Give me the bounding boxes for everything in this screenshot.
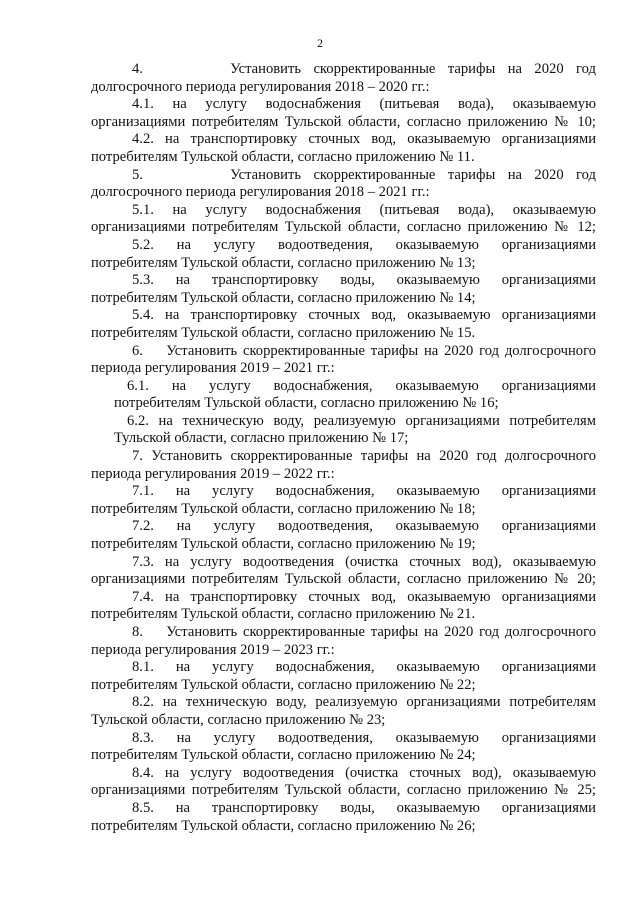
text-line: 7.1. на услугу водоснабжения, оказываемую организациями (132, 483, 596, 500)
text-line: периода регулирования 2019 – 2022 гг.: (91, 465, 335, 482)
text-line: организациями потребителям Тульской области, согласно приложению № 10; (91, 113, 596, 130)
page-number: 2 (317, 36, 323, 50)
text-line: потребителям Тульской области, согласно приложению № 15. (91, 324, 476, 341)
text-line: потребителям Тульской области, согласно приложению № 19; (91, 536, 476, 553)
text-line: потребителям Тульской области, согласно приложению № 18; (91, 500, 476, 517)
text-line: 4.2. на транспортировку сточных вод, оказываемую организациями (132, 131, 596, 148)
text-line: периода регулирования 2019 – 2023 гг.: (91, 641, 335, 658)
document-body (91, 61, 596, 835)
text-line: потребителям Тульской области, согласно приложению № 13; (91, 254, 476, 271)
text-line: 5.1. на услугу водоснабжения (питьевая вода), оказываемую (132, 201, 596, 218)
text-line: потребителям Тульской области, согласно приложению № 16; (114, 395, 499, 412)
text-line: потребителям Тульской области, согласно приложению № 14; (91, 289, 476, 306)
text-line: 8.1. на услугу водоснабжения, оказываемую организациями (132, 659, 596, 676)
text-lines (91, 61, 596, 835)
text-line: 7. Установить скорректированные тарифы на 2020 год долгосрочного (132, 448, 596, 465)
text-line: Тульской области, согласно приложению № 23; (91, 711, 386, 728)
text-line: потребителям Тульской области, согласно приложению № 11. (91, 148, 475, 165)
text-line: 8.4. на услугу водоотведения (очистка сточных вод), оказываемую (132, 764, 596, 781)
text-line: 6.2. на техническую воду, реализуемую организациями потребителям (127, 412, 596, 429)
text-line: 7.3. на услугу водоотведения (очистка сточных вод), оказываемую (132, 553, 596, 570)
text-line: периода регулирования 2019 – 2021 гг.: (91, 360, 335, 377)
text-line: 5.3. на транспортировку воды, оказываемую организациями (132, 272, 596, 289)
text-line: Тульской области, согласно приложению № 17; (114, 430, 409, 447)
text-line: 5.4. на транспортировку сточных вод, оказываемую организациями (132, 307, 596, 324)
text-line: организациями потребителям Тульской области, согласно приложению № 12; (91, 219, 596, 236)
text-line: долгосрочного периода регулирования 2018 – 2020 гг.: (91, 78, 430, 95)
text-line: потребителям Тульской области, согласно приложению № 26; (91, 817, 476, 834)
text-line: 4. Установить скорректированные тарифы на 2020 год (132, 61, 596, 77)
text-line: потребителям Тульской области, согласно приложению № 24; (91, 747, 476, 764)
text-line: долгосрочного периода регулирования 2018 – 2021 гг.: (91, 184, 430, 201)
text-line: 7.4. на транспортировку сточных вод, оказываемую организациями (132, 588, 596, 605)
text-line: 5. Установить скорректированные тарифы на 2020 год (132, 166, 596, 183)
text-line: 8.2. на техническую воду, реализуемую организациями потребителям (132, 694, 596, 711)
text-line: 5.2. на услугу водоотведения, оказываемую организациями (132, 236, 596, 253)
text-line: 8. Установить скорректированные тарифы на 2020 год долгосрочного (132, 624, 596, 640)
text-line: организациями потребителям Тульской области, согласно приложению № 25; (91, 782, 596, 799)
text-line: организациями потребителям Тульской области, согласно приложению № 20; (91, 571, 596, 588)
text-line: 6. Установить скорректированные тарифы на 2020 год долгосрочного (132, 342, 596, 359)
text-line: 7.2. на услугу водоотведения, оказываемую организациями (132, 518, 596, 535)
text-line: потребителям Тульской области, согласно приложению № 22; (91, 676, 476, 693)
text-line: 8.3. на услугу водоотведения, оказываемую организациями (132, 729, 596, 746)
text-line: потребителям Тульской области, согласно приложению № 21. (91, 606, 476, 623)
text-line: 4.1. на услугу водоснабжения (питьевая вода), оказываемую (132, 96, 596, 113)
text-line: 6.1. на услугу водоснабжения, оказываемую организациями (127, 377, 596, 394)
text-line: 8.5. на транспортировку воды, оказываемую организациями (132, 799, 596, 816)
